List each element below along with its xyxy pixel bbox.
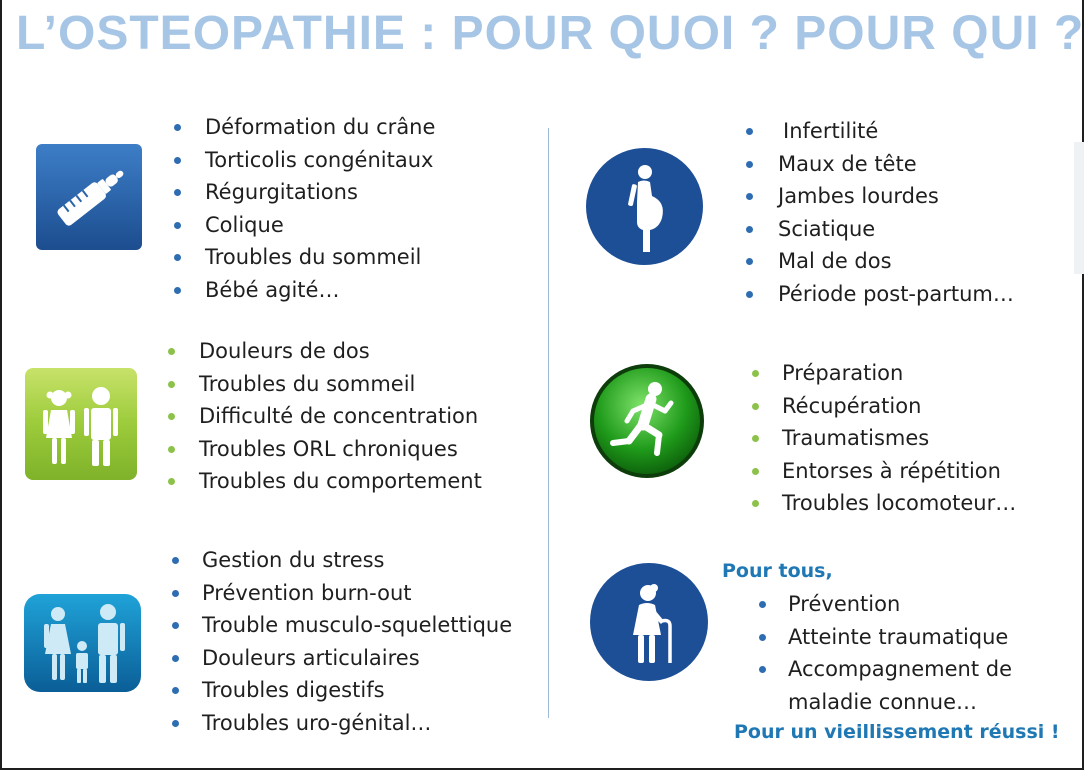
children-list [168,335,482,498]
seniors-intro: Pour tous, [722,560,833,582]
list-item: Infertilité [744,115,1014,148]
sport-list [750,357,1016,520]
bullet-icon [759,601,766,608]
bullet-icon [746,128,753,135]
list-item: Torticolis congénitaux [174,144,435,177]
bullet-icon [752,468,759,475]
list-item: Déformation du crâne [174,111,435,144]
bullet-icon [746,161,753,168]
list-item: Bébé agité… [174,274,435,307]
list-item: Régurgitations [174,176,435,209]
list-item: Troubles du sommeil [168,368,482,401]
list-item: Période post-partum… [744,278,1014,311]
list-item: Atteinte traumatique [757,621,1012,654]
bullet-icon [759,634,766,641]
baby-list [174,111,435,307]
page-title: L’OSTEOPATHIE : POUR QUOI ? POUR QUI ? [16,7,1084,60]
pregnant-woman-icon [586,148,703,265]
bullet-icon [174,124,181,131]
list-item: Troubles ORL chroniques [168,433,482,466]
column-divider [548,128,549,718]
bullet-icon [752,403,759,410]
list-item: Maux de tête [744,148,1014,181]
elderly-person-icon [590,563,708,681]
bullet-icon [168,381,175,388]
list-item: Gestion du stress [170,544,512,577]
list-item: Prévention burn-out [170,577,512,610]
list-item: Difficulté de concentration [168,400,482,433]
list-item: Douleurs articulaires [170,642,512,675]
list-item: Prévention [757,588,1012,621]
seniors-footer: Pour un vieillissement réussi ! [734,721,1060,743]
list-item: Récupération [750,390,1016,423]
bullet-icon [174,222,181,229]
bullet-icon [174,287,181,294]
list-item: Troubles du comportement [168,465,482,498]
seniors-list [757,588,1012,718]
bullet-icon [174,157,181,164]
runner-icon [589,363,705,479]
bullet-icon [746,226,753,233]
list-item: Colique [174,209,435,242]
bullet-icon [752,370,759,377]
bullet-icon [172,557,179,564]
bullet-icon [746,291,753,298]
adults-list [170,544,512,740]
list-item-continuation: maladie connue… [788,689,978,714]
list-item: Traumatismes [750,422,1016,455]
pregnancy-list [744,115,1014,311]
list-item: Troubles locomoteur… [750,487,1016,520]
list-item: Troubles du sommeil [174,241,435,274]
bullet-icon [168,348,175,355]
bullet-icon [172,720,179,727]
list-item: Douleurs de dos [168,335,482,368]
edge-artifact [1074,142,1084,274]
family-icon [24,594,141,692]
list-item: Accompagnement de [757,653,1012,686]
list-item: Troubles digestifs [170,674,512,707]
baby-bottle-icon [36,144,142,250]
list-item: Troubles uro-génital… [170,707,512,740]
list-item: Mal de dos [744,245,1014,278]
bullet-icon [172,655,179,662]
list-item: Jambes lourdes [744,180,1014,213]
list-item: Sciatique [744,213,1014,246]
list-item: Trouble musculo-squelettique [170,609,512,642]
list-item: Préparation [750,357,1016,390]
bullet-icon [172,590,179,597]
bullet-icon [168,446,175,453]
children-icon [25,368,137,480]
list-item: Entorses à répétition [750,455,1016,488]
